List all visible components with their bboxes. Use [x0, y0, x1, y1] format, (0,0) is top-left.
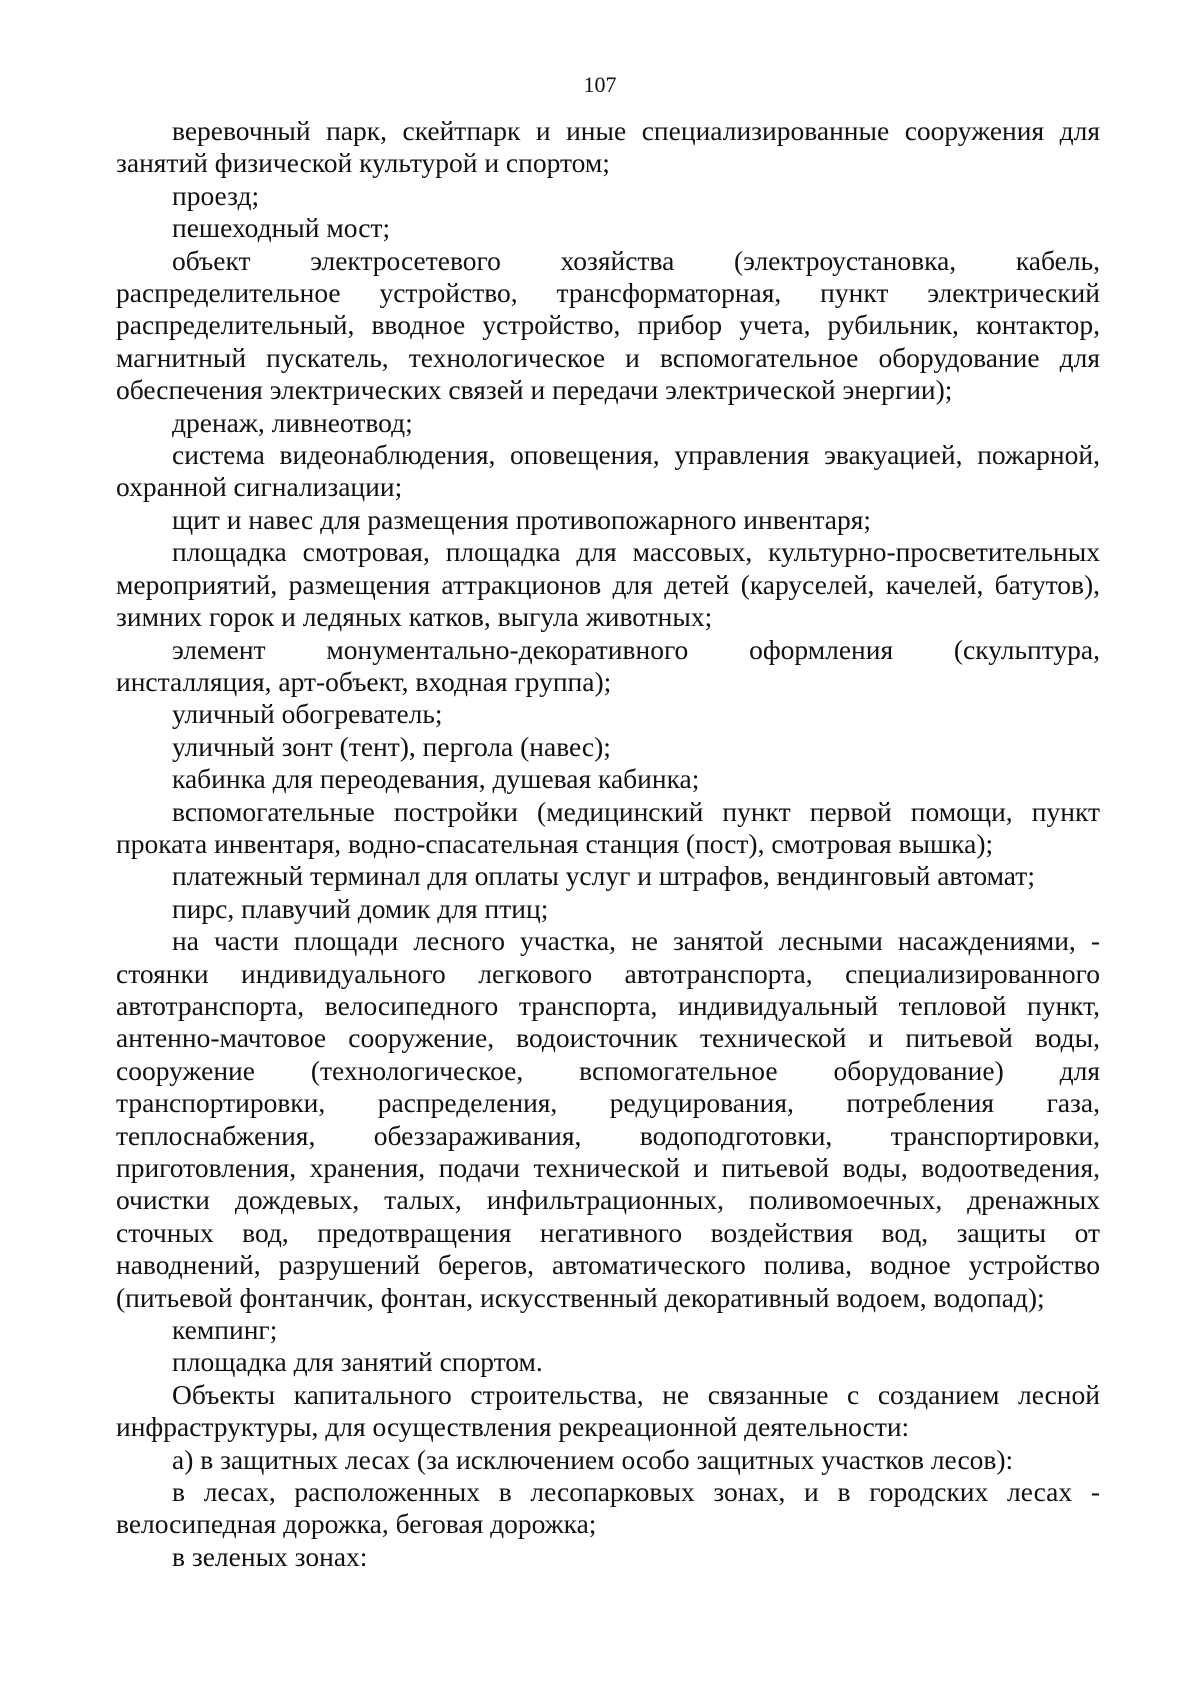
paragraph: щит и навес для размещения противопожарного инвентаря;: [172, 503, 872, 535]
paragraph: а) в защитных лесах (за исключением особо защитных участков лесов):: [172, 1443, 1014, 1475]
paragraph: в лесах, расположенных в лесопарковых зонах, и в городских лесах - велосипедная дорожка, беговая дорожка;: [116, 1476, 1100, 1540]
paragraph: дренаж, ливнеотвод;: [172, 406, 413, 438]
paragraph: в зеленых зонах:: [172, 1540, 368, 1572]
paragraph: пешеходный мост;: [172, 212, 391, 244]
document-body: [116, 115, 1100, 1573]
paragraph: на части площади лесного участка, не занятой лесными насаждениями, - стоянки индивидуального легкового автотранспорта, специализированного автотранспорта, велосипедного транспорта, индивидуальный тепловой пункт, антенно-мачтовое сооружение, водоисточник технической и питьевой воды, сооружение (технологическое, вспомогательное оборудование) для транспортировки, распределения, редуцирования, потребления газа, теплоснабжения, обеззараживания, водоподготовки, транспортировки, приготовления, хранения, подачи технической и питьевой воды, водоотведения, очистки дождевых, талых, инфильтрационных, поливомоечных, дренажных сточных вод, предотвращения негативного воздействия вод, защиты от наводнений, разрушений берегов, автоматического полива, водное устройство (питьевой фонтанчик, фонтан, искусственный декоративный водоем, водопад);: [116, 925, 1100, 1313]
paragraph: система видеонаблюдения, оповещения, управления эвакуацией, пожарной, охранной сигнализации;: [116, 439, 1100, 503]
paragraph: пирс, плавучий домик для птиц;: [172, 892, 549, 924]
paragraph: кабинка для переодевания, душевая кабинка;: [172, 763, 700, 795]
paragraph: уличный зонт (тент), пергола (навес);: [172, 730, 611, 762]
paragraph: площадка для занятий спортом.: [172, 1346, 543, 1378]
paragraph: площадка смотровая, площадка для массовых, культурно-просветительных мероприятий, размещения аттракционов для детей (каруселей, качелей, батутов), зимних горок и ледяных катков, выгула животных;: [116, 536, 1100, 633]
page-number: 107: [583, 72, 617, 97]
paragraph: проезд;: [172, 179, 260, 211]
paragraph: вспомогательные постройки (медицинский пункт первой помощи, пункт проката инвентаря, водно-спасательная станция (пост), смотровая вышка);: [116, 795, 1100, 859]
paragraph: кемпинг;: [172, 1314, 278, 1346]
paragraph: платежный терминал для оплаты услуг и штрафов, вендинговый автомат;: [172, 860, 1035, 892]
paragraph: элемент монументально-декоративного оформления (скульптура, инсталляция, арт-объект, входная группа);: [116, 633, 1100, 697]
paragraph: объект электросетевого хозяйства (электроустановка, кабель, распределительное устройство, трансформаторная, пункт электрический распределительный, вводное устройство, прибор учета, рубильник, контактор, магнитный пускатель, технологическое и вспомогательное оборудование для обеспечения электрических связей и передачи электрической энергии);: [116, 244, 1100, 406]
paragraph: Объекты капитального строительства, не связанные с созданием лесной инфраструктуры, для осуществления рекреационной деятельности:: [116, 1378, 1100, 1443]
paragraph: уличный обогреватель;: [172, 698, 443, 730]
paragraph: веревочный парк, скейтпарк и иные специализированные сооружения для занятий физической культурой и спортом;: [116, 115, 1100, 179]
